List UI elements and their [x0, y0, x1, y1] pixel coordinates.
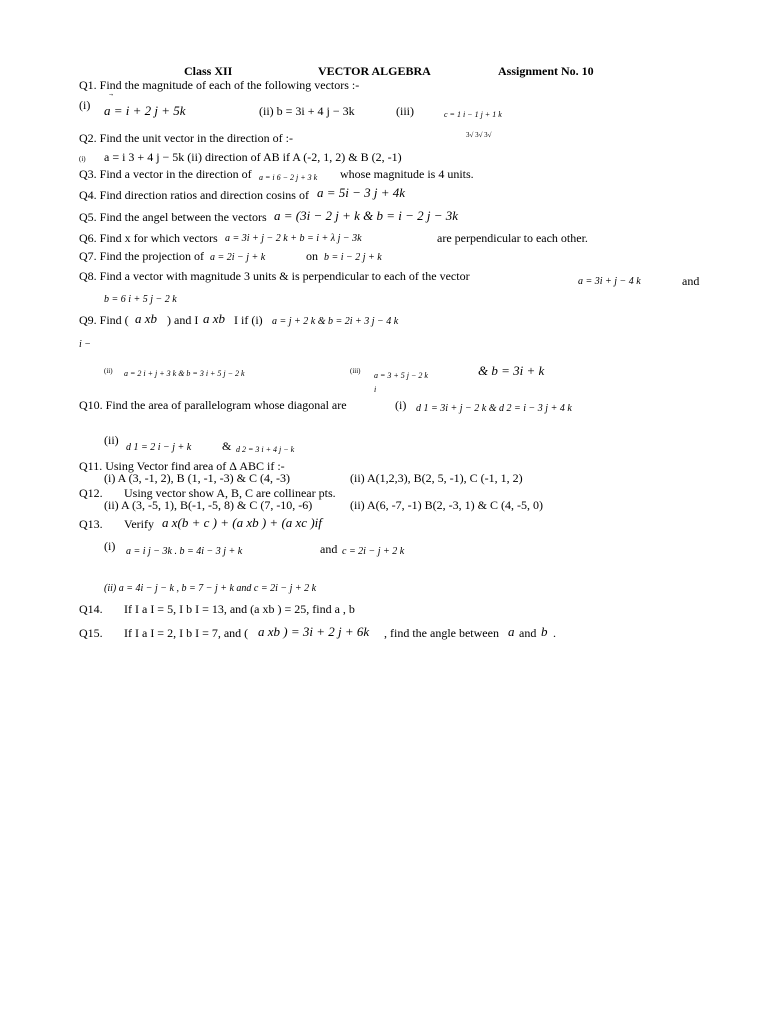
q1-i-label: (i): [79, 98, 91, 112]
q9-axb: a xb: [135, 311, 158, 326]
q11-i: (i) A (3, -1, 2), B (1, -1, -3) & C (4, -3): [104, 471, 290, 485]
q15-text-a: If I a I = 2, I b I = 7, and (: [124, 626, 249, 640]
q9-text-a: Q9. Find (: [79, 313, 129, 327]
q9-text-c: I if (i): [234, 313, 263, 327]
q1-i-expr: a = i + 2 j + 5k: [104, 103, 186, 118]
q9-iii-label: (iii): [350, 367, 361, 375]
q15-and: and: [519, 626, 537, 640]
q3-text-a: Q3. Find a vector in the direction of: [79, 167, 252, 181]
q13-i-expr-b: c = 2i − j + 2 k: [342, 546, 405, 557]
q9-iii-expr: a = 3 + 5 j − 2 k: [374, 371, 428, 380]
q7-text: Q7. Find the projection of: [79, 249, 204, 263]
q13-num: Q13.: [79, 517, 103, 531]
q15-num: Q15.: [79, 626, 103, 640]
q7-on: on: [306, 249, 318, 263]
q15-b: b: [541, 624, 548, 639]
q9-i-expr: a = j + 2 k & b = 2i + 3 j − 4 k: [272, 316, 399, 327]
q2-text: Q2. Find the unit vector in the direction of :-: [79, 131, 293, 145]
q12-i: (ii) A (3, -5, 1), B(-1, -5, 8) & C (7, -10, -6): [104, 498, 313, 512]
q7-expr-b: b = i − 2 j + k: [324, 252, 382, 263]
q1-text: Q1. Find the magnitude of each of the following vectors :-: [79, 78, 360, 92]
q9-axb-magnitude: a xb: [203, 311, 226, 326]
q6-text-a: Q6. Find x for which vectors: [79, 231, 218, 245]
q14-num: Q14.: [79, 602, 103, 616]
q2-i-expr: a = i 3 + 4 j − 5k (ii) direction of AB if A (-2, 1, 2) & B (2, -1): [104, 150, 402, 164]
q15-text-b: , find the angle between: [384, 626, 499, 640]
q13-text: Verify: [124, 517, 154, 531]
q9-iii-i: i: [374, 385, 377, 394]
q8-expr-b: b = 6 i + 5 j − 2 k: [104, 294, 177, 305]
q10-i-expr: d 1 = 3i + j − 2 k & d 2 = i − 3 j + 4 k: [416, 403, 572, 414]
q1-iii-expr: c = 1 i − 1 j + 1 k: [444, 110, 502, 119]
q9-stray: i −: [79, 339, 92, 350]
q12-ii: (ii) A(6, -7, -1) B(2, -3, 1) & C (4, -5, 0): [350, 498, 543, 512]
q14-text: If I a I = 5, I b I = 13, and (a xb ) = 25, find a , b: [124, 602, 355, 616]
q12-num: Q12.: [79, 486, 103, 500]
q11-text: Q11. Using Vector find area of Δ ABC if :-: [79, 459, 285, 473]
q5-text: Q5. Find the angel between the vectors: [79, 210, 267, 224]
q2-i-label: (i): [79, 155, 86, 163]
q5-expr: a = (3i − 2 j + k & b = i − 2 j − 3k: [274, 208, 459, 223]
q13-i-expr-a: a = i j − 3k . b = 4i − 3 j + k: [126, 546, 243, 557]
q10-text: Q10. Find the area of parallelogram whose diagonal are: [79, 398, 347, 412]
q10-ii-label: (ii): [104, 433, 119, 447]
q8-text: Q8. Find a vector with magnitude 3 units & is perpendicular to each of the vector: [79, 269, 470, 283]
q7-expr-a: a = 2i − j + k: [210, 252, 266, 263]
q6-text-b: are perpendicular to each other.: [437, 231, 588, 245]
q13-i-label: (i): [104, 539, 116, 553]
q13-ii-expr: (ii) a = 4i − j − k , b = 7 − j + k and c = 2i − j + 2 k: [104, 583, 317, 594]
q15-expr: a xb ) = 3i + 2 j + 6k: [258, 624, 370, 639]
q3-text-b: whose magnitude is 4 units.: [340, 167, 474, 181]
q1-iii-label: (iii): [396, 104, 414, 118]
q1-ii-expr: (ii) b = 3i + 4 j − 3k: [259, 104, 355, 118]
q10-ii-expr-a: d 1 = 2 i − j + k: [126, 442, 192, 453]
q4-text: Q4. Find direction ratios and direction cosins of: [79, 188, 309, 202]
class-label: Class XII: [184, 64, 233, 78]
q3-expr: a = i 6 − 2 j + 3 k: [259, 173, 318, 182]
q15-a: a: [508, 624, 515, 639]
q9-ii-expr: a = 2 i + j + 3 k & b = 3 i + 5 j − 2 k: [124, 369, 245, 378]
q15-end: .: [553, 626, 556, 640]
q9-text-b: ) and I: [167, 313, 199, 327]
assignment-number: Assignment No. 10: [498, 64, 594, 78]
q6-expr: a = 3i + j − 2 k + b = i + λ j − 3k: [225, 233, 362, 244]
q9-iii-b: & b = 3i + k: [478, 363, 545, 378]
q4-expr: a = 5i − 3 j + 4k: [317, 185, 406, 200]
q10-ii-amp: &: [222, 439, 232, 453]
q11-ii: (ii) A(1,2,3), B(2, 5, -1), C (-1, 1, 2): [350, 471, 523, 485]
q13-and: and: [320, 542, 338, 556]
q12-text: Using vector show A, B, C are collinear pts.: [124, 486, 336, 500]
q9-ii-label: (ii): [104, 367, 113, 375]
q8-and: and: [682, 274, 700, 288]
q8-expr-a: a = 3i + j − 4 k: [578, 276, 641, 287]
q13-expr: a x(b + c ) + (a xb ) + (a xc )if: [162, 515, 322, 530]
q10-ii-expr-b: d 2 = 3 i + 4 j − k: [236, 445, 295, 454]
q10-i-label: (i): [395, 398, 407, 412]
subject-title: VECTOR ALGEBRA: [318, 64, 431, 78]
q1-iii-roots: 3√ 3√ 3√: [466, 131, 492, 139]
